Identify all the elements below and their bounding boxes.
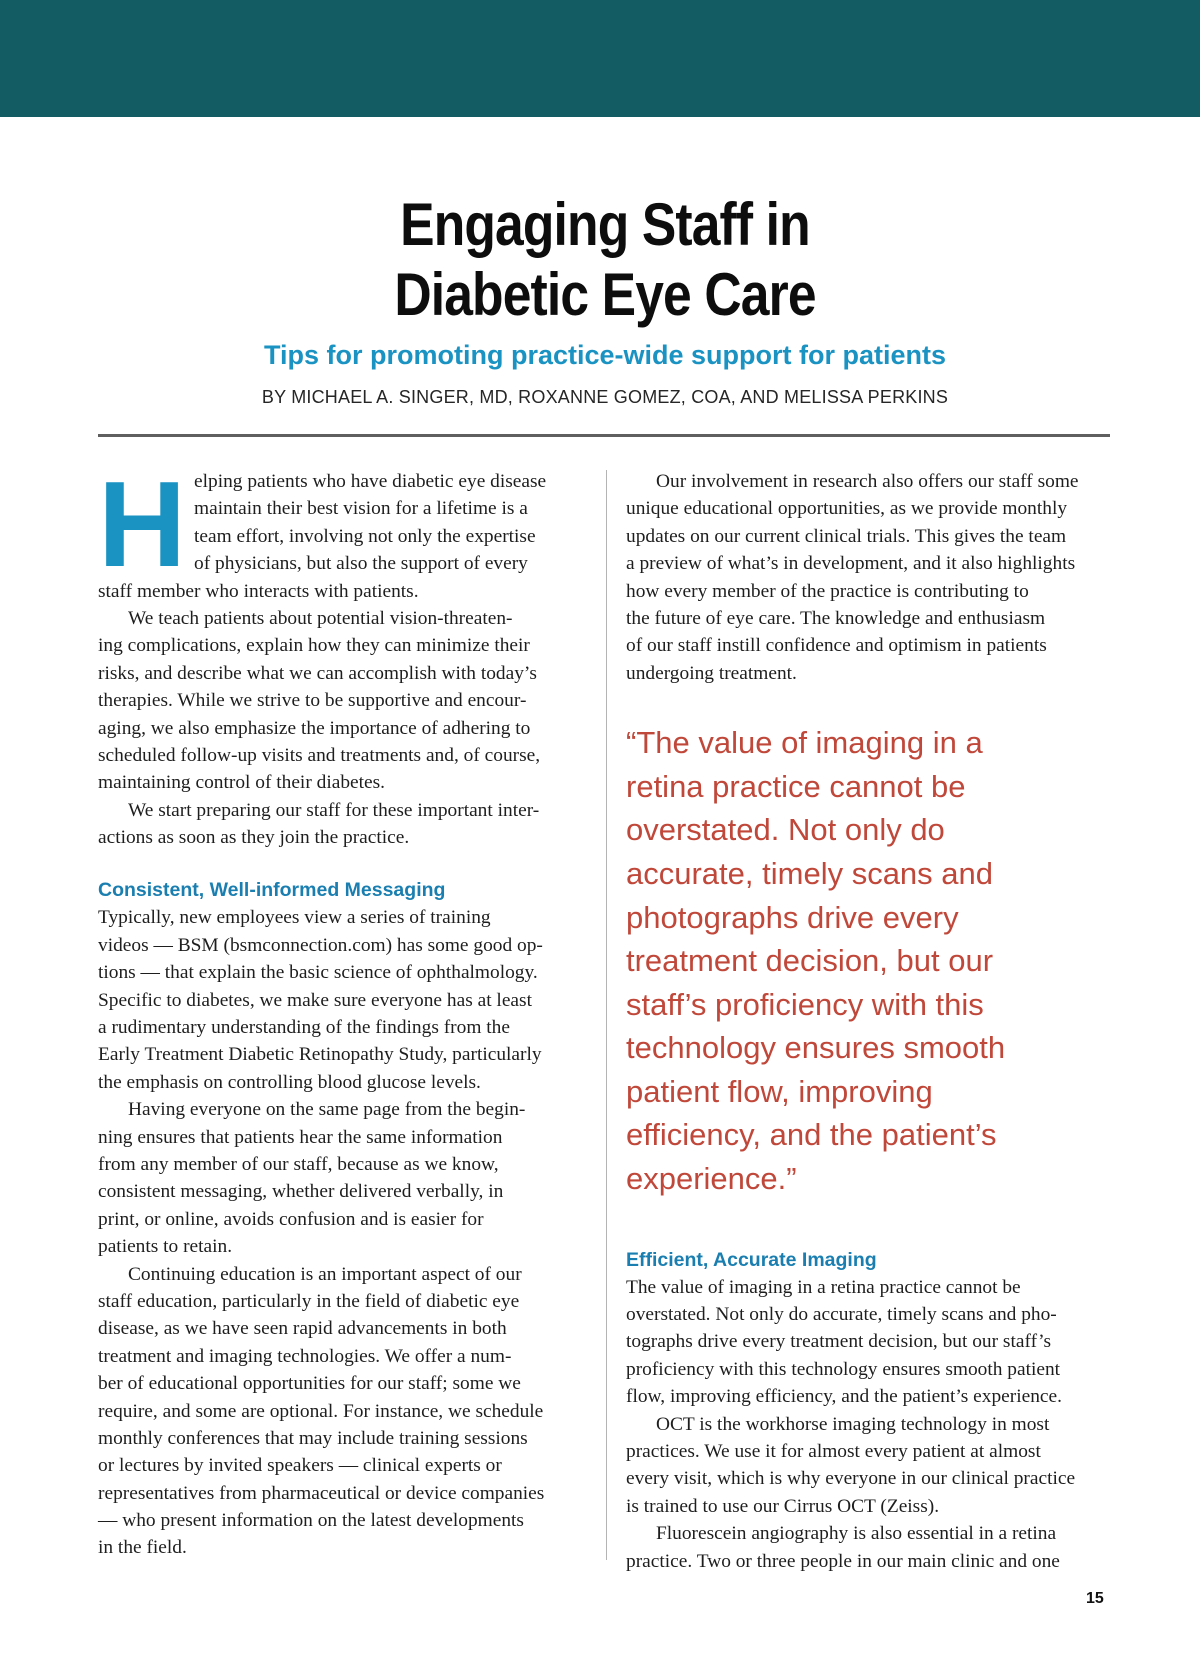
quote-line: efficiency, and the patient’s: [626, 1117, 997, 1153]
paragraph: [98, 605, 586, 797]
quote-line: retina practice cannot be: [626, 768, 966, 804]
article-title: [85, 190, 1126, 330]
quote-line: experience.”: [626, 1161, 797, 1197]
text-line: — who present information on the latest developments: [98, 1510, 524, 1532]
text-line: updates on our current clinical trials. This gives the team: [626, 525, 1067, 547]
text-line: of physicians, but also the support of every: [194, 553, 528, 575]
text-line: representatives from pharmaceutical or device companies: [98, 1482, 545, 1504]
text-line: We teach patients about potential vision-threaten-: [128, 607, 513, 629]
text-line: undergoing treatment.: [626, 662, 797, 684]
paragraph: [626, 1411, 1116, 1521]
column-divider: [606, 470, 607, 1560]
quote-line: technology ensures smooth: [626, 1030, 1006, 1066]
text-line: team effort, involving not only the expertise: [194, 525, 536, 547]
page-number: 15: [1086, 1590, 1104, 1607]
text-line: of our staff instill confidence and optimism in patients: [626, 635, 1047, 657]
text-line: OCT is the workhorse imaging technology in most: [656, 1413, 1050, 1435]
text-line: aging, we also emphasize the importance of adhering to: [98, 717, 531, 739]
paragraph: [98, 904, 586, 1096]
text-line: We start preparing our staff for these important inter-: [128, 799, 540, 821]
text-line: Early Treatment Diabetic Retinopathy Study, particularly: [98, 1044, 542, 1066]
text-line: proficiency with this technology ensures smooth patient: [626, 1358, 1061, 1380]
text-line: videos — BSM (bsmconnection.com) has some good op-: [98, 934, 543, 956]
article-subtitle: Tips for promoting practice-wide support for patients: [263, 340, 947, 370]
text-line: tions — that explain the basic science of ophthalmology.: [98, 962, 538, 984]
title-line-2: Diabetic Eye Care: [394, 261, 816, 328]
text-line: disease, as we have seen rapid advancements in both: [98, 1318, 507, 1340]
text-line: treatment and imaging technologies. We offer a num-: [98, 1345, 512, 1367]
text-line: Continuing education is an important aspect of our: [128, 1263, 522, 1285]
text-line: a preview of what’s in development, and it also highlights: [626, 553, 1076, 575]
text-line: how every member of the practice is contributing to: [626, 580, 1029, 602]
quote-line: “The value of imaging in a: [626, 725, 983, 761]
section-heading: Consistent, Well-informed Messaging: [98, 879, 446, 902]
text-line: actions as soon as they join the practice.: [98, 827, 410, 849]
text-line: require, and some are optional. For instance, we schedule: [98, 1400, 544, 1422]
header-band: [0, 0, 1200, 117]
text-line: overstated. Not only do accurate, timely scans and pho-: [626, 1304, 1057, 1326]
text-line: a rudimentary understanding of the findings from the: [98, 1017, 510, 1039]
text-line: ning ensures that patients hear the same information: [98, 1126, 503, 1148]
left-column: [98, 456, 586, 1562]
text-line: consistent messaging, whether delivered verbally, in: [98, 1181, 504, 1203]
text-line: from any member of our staff, because as we know,: [98, 1153, 499, 1175]
text-line: unique educational opportunities, as we provide monthly: [626, 498, 1068, 520]
paragraph: [626, 1274, 1116, 1411]
text-line: staff member who interacts with patients.: [98, 580, 419, 602]
text-line: elping patients who have diabetic eye disease: [194, 471, 547, 492]
paragraph: [626, 468, 1116, 687]
title-line-1: Engaging Staff in: [400, 191, 810, 258]
pull-quote: [626, 721, 1116, 1201]
text-line: tographs drive every treatment decision, but our staff’s: [626, 1331, 1052, 1353]
byline: BY MICHAEL A. SINGER, MD, ROXANNE GOMEZ, COA, AND MELISSA PERKINS: [261, 387, 949, 407]
right-column: [626, 468, 1116, 1575]
quote-line: accurate, timely scans and: [626, 855, 994, 891]
text-line: scheduled follow-up visits and treatments and, of course,: [98, 744, 541, 766]
text-line: Fluorescein angiography is also essential in a retina: [656, 1523, 1057, 1545]
text-line: ber of educational opportunities for our staff; some we: [98, 1373, 521, 1395]
drop-cap: H: [98, 456, 187, 592]
text-line: staff education, particularly in the field of diabetic eye: [98, 1290, 520, 1312]
text-line: maintaining control of their diabetes.: [98, 772, 386, 794]
text-line: the future of eye care. The knowledge and enthusiasm: [626, 607, 1046, 629]
quote-line: photographs drive every: [626, 899, 959, 935]
paragraph: [98, 1261, 586, 1562]
text-line: maintain their best vision for a lifetime is a: [194, 498, 528, 520]
text-line: is trained to use our Cirrus OCT (Zeiss).: [626, 1495, 940, 1517]
text-line: Our involvement in research also offers our staff some: [656, 471, 1079, 492]
header-rule: [98, 434, 1110, 437]
text-line: therapies. While we strive to be supportive and encour-: [98, 690, 527, 712]
text-line: or lectures by invited speakers — clinical experts or: [98, 1455, 502, 1477]
quote-line: patient flow, improving: [626, 1073, 933, 1109]
paragraph: [98, 797, 586, 852]
text-line: patients to retain.: [98, 1236, 233, 1258]
intro-paragraph: [98, 456, 586, 605]
text-line: ing complications, explain how they can minimize their: [98, 635, 530, 657]
text-line: the emphasis on controlling blood glucose levels.: [98, 1071, 481, 1093]
text-line: monthly conferences that may include training sessions: [98, 1427, 528, 1449]
text-line: practice. Two or three people in our main clinic and one: [626, 1550, 1060, 1572]
paragraph: [626, 1520, 1116, 1575]
text-line: Specific to diabetes, we make sure everyone has at least: [98, 989, 532, 1011]
quote-line: treatment decision, but our: [626, 943, 994, 979]
quote-line: overstated. Not only do: [626, 812, 945, 848]
quote-line: staff’s proficiency with this: [626, 986, 984, 1022]
text-line: in the field.: [98, 1537, 187, 1559]
text-line: flow, improving efficiency, and the patient’s experience.: [626, 1386, 1062, 1408]
text-line: Having everyone on the same page from the begin-: [128, 1099, 526, 1121]
paragraph: [98, 1096, 586, 1260]
text-line: The value of imaging in a retina practice cannot be: [626, 1276, 1021, 1298]
text-line: every visit, which is why everyone in our clinical practice: [626, 1468, 1076, 1490]
text-line: print, or online, avoids confusion and is easier for: [98, 1208, 484, 1230]
section-heading: Efficient, Accurate Imaging: [626, 1248, 877, 1271]
text-line: practices. We use it for almost every patient at almost: [626, 1441, 1041, 1462]
text-line: risks, and describe what we can accomplish with today’s: [98, 662, 537, 684]
text-line: Typically, new employees view a series of training: [98, 907, 491, 929]
